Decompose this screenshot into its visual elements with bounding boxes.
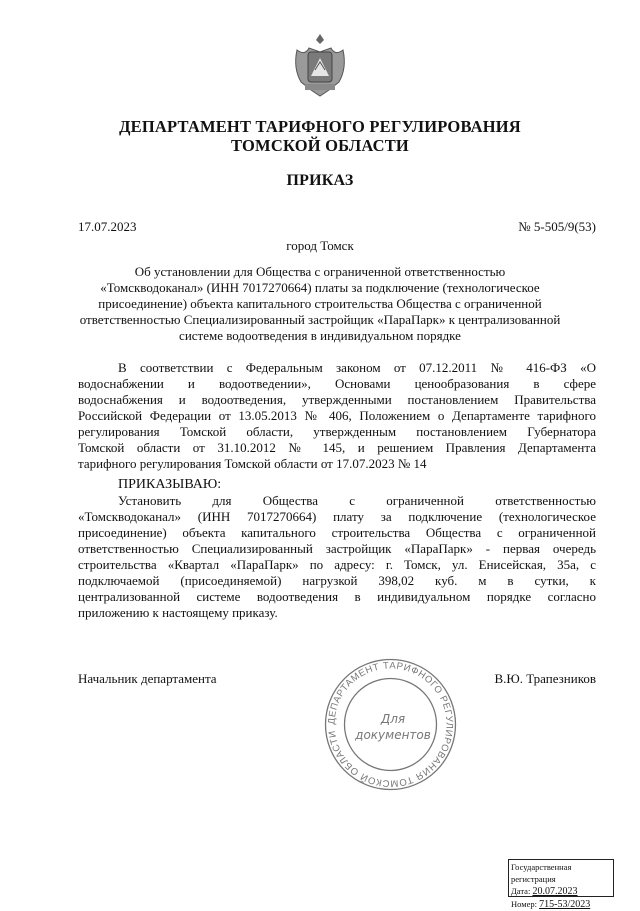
order-line: Установить для Общества с ограниченной ответственностью (118, 493, 596, 508)
registration-date-label: Дата: (511, 886, 531, 896)
document-type: ПРИКАЗ (286, 172, 354, 189)
preamble-paragraph (78, 360, 596, 472)
title-line: системе водоотведения в индивидуальном порядке (179, 328, 461, 343)
order-line: присоединение) объекта капитального строительства Общества с ограниченной (78, 525, 596, 540)
department-title-line2: ТОМСКОЙ ОБЛАСТИ (231, 136, 409, 155)
order-line: приложению к настоящему приказу. (78, 605, 278, 620)
preamble-line: регулирования Томской области, утвержденным постановлением Губернатора (78, 424, 596, 439)
preamble-line: водоснабжении и водоотведении», Основами ценообразования в сфере (78, 376, 596, 391)
preamble-line: водоснабжения и водоотведения, утвержденными постановлением Правительства (78, 392, 596, 407)
city: город Томск (286, 238, 354, 253)
registration-date-row (511, 885, 611, 898)
coat-of-arms-icon (291, 30, 349, 102)
stamp-center-line1: Для (380, 712, 406, 726)
registration-date: 20.07.2023 (532, 886, 578, 897)
preamble-line: В соответствии с Федеральным законом от 07.12.2011 № 416-ФЗ «О (118, 360, 596, 375)
order-paragraph (78, 493, 596, 621)
stamp-ring-textpath: ДЕПАРТАМЕНТ ТАРИФНОГО РЕГУЛИРОВАНИЯ ТОМСКОЙ ОБЛАСТИ (326, 660, 455, 789)
signatory-position: Начальник департамента (78, 671, 217, 686)
signatory-name: В.Ю. Трапезников (494, 671, 596, 686)
preamble-line: Томской области от 31.10.2012 № 145, и решением Правления Департамента (78, 440, 596, 455)
title-line: «Томскводоканал» (ИНН 7017270664) платы за подключение (технологическое (100, 280, 540, 295)
order-line: «Томскводоканал» (ИНН 7017270664) плату за подключение (технологическое (78, 509, 596, 524)
title-line: ответственностью Специализированный застройщик «ПараПарк» к централизованной (79, 312, 561, 327)
registration-number-label: Номер: (511, 899, 537, 909)
registration-number-row (511, 898, 611, 911)
stamp-center-line2: документов (355, 728, 431, 742)
preamble-line: тарифного регулирования Томской области от 17.07.2023 № 14 (78, 456, 427, 471)
order-line: подключаемой (присоединяемой) нагрузкой 398,02 куб. м в сутки, к (78, 573, 596, 588)
preamble-line: Российской Федерации от 13.05.2013 № 406, Положением о Департаменте тарифного (78, 408, 596, 423)
official-stamp (323, 657, 458, 792)
order-date: 17.07.2023 (78, 219, 137, 234)
order-title (70, 264, 570, 344)
department-title-line1: ДЕПАРТАМЕНТ ТАРИФНОГО РЕГУЛИРОВАНИЯ (119, 117, 521, 136)
order-word: ПРИКАЗЫВАЮ: (118, 477, 222, 492)
order-line: централизованной системе водоотведения в индивидуальном порядке согласно (78, 589, 596, 604)
registration-box (508, 859, 614, 910)
registration-number: 715-53/2023 (539, 899, 591, 910)
order-number: № 5-505/9(53) (518, 219, 596, 234)
order-line: ответственностью Специализированный застройщик «ПараПарк» - первая очередь (78, 541, 596, 556)
title-line: присоединение) объекта капитального строительства Общества с ограниченной (98, 296, 542, 311)
order-line: строительства «Квартал «ПараПарк» по адресу: г. Томск, ул. Енисейская, 35а, с (78, 557, 596, 572)
title-line: Об установлении для Общества с ограниченной ответственностью (134, 264, 506, 279)
registration-title: Государственная регистрация (511, 862, 572, 884)
